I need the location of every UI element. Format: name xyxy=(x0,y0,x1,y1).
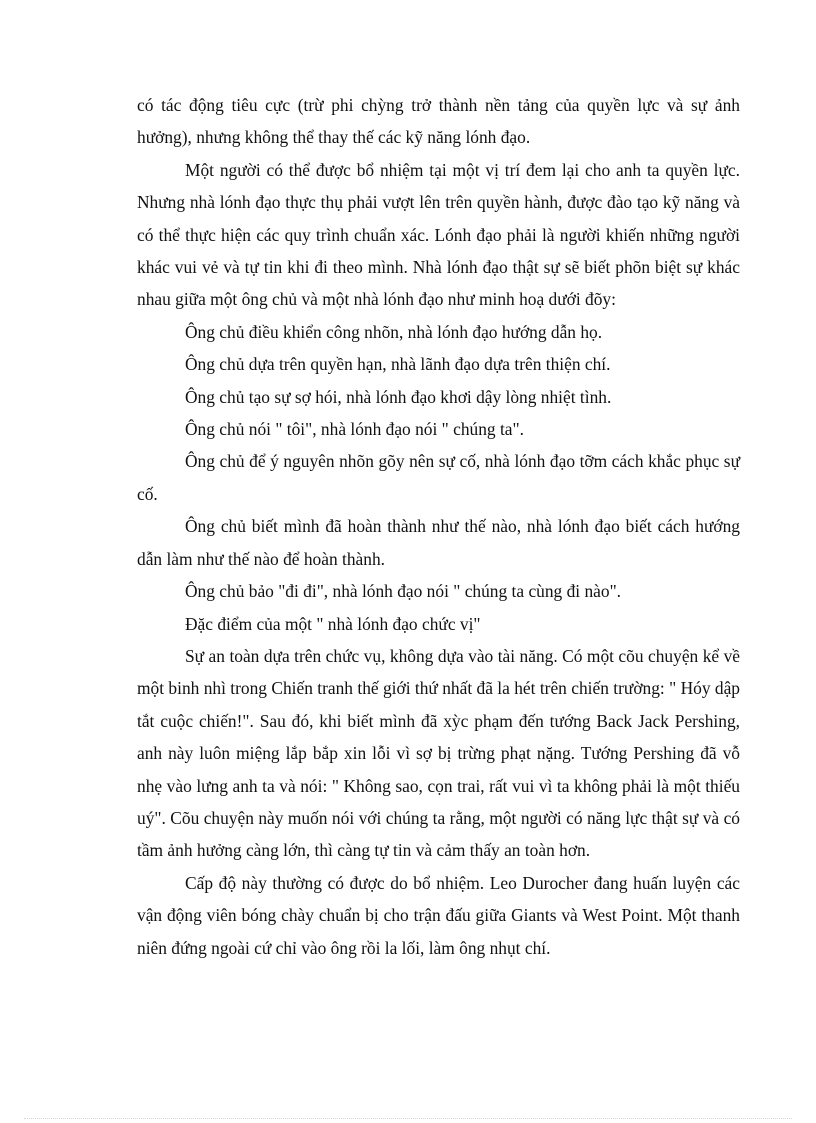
paragraph: Một người có thể được bổ nhiệm tại một vị trí đem lại cho anh ta quyền lực. Nhưng nhà lónh đạo thực thụ phải vượt lên trên quyền hành, được đào tạo kỹ năng và có thể thực hiện các quy trình chuẩn xác. Lónh đạo phải là người khiến những người khác vui vẻ và tự tin khi đi theo mình. Nhà lónh đạo thật sự sẽ biết phõn biệt sự khác nhau giữa một ông chủ và một nhà lónh đạo như minh hoạ dưới đõy: xyxy=(137,159,740,310)
comparison-line: Ông chủ để ý nguyên nhõn gõy nên sự cố, nhà lónh đạo tỡm cách khắc phục sự cố. xyxy=(137,451,740,504)
comparison-line: Ông chủ nói " tôi", nhà lónh đạo nói " chúng ta". xyxy=(185,419,524,440)
comparison-line: Ông chủ bảo "đi đi", nhà lónh đạo nói " chúng ta cùng đi nào". xyxy=(185,581,622,602)
comparison-line: Ông chủ điều khiển công nhõn, nhà lónh đạo hướng dẫn họ. xyxy=(185,321,603,342)
section-heading: Đặc điểm của một " nhà lónh đạo chức vị" xyxy=(185,613,481,634)
comparison-line: Ông chủ tạo sự sợ hói, nhà lónh đạo khơi dậy lòng nhiệt tình. xyxy=(185,386,612,407)
paragraph: Cấp độ này thường có được do bổ nhiệm. Leo Durocher đang huấn luyện các vận động viên bóng chày chuẩn bị cho trận đấu giữa Giants và West Point. Một thanh niên đứng ngoài cứ chỉ vào ông rồi la lối, làm ông nhụt chí. xyxy=(137,872,740,958)
paragraph: có tác động tiêu cực (trừ phi chỳng trở thành nền tảng của quyền lực và sự ảnh hưởng), nhưng không thể thay thế các kỹ năng lónh đạo. xyxy=(137,95,740,148)
page-bottom-divider xyxy=(24,1118,792,1119)
comparison-line: Ông chủ biết mình đã hoàn thành như thế nào, nhà lónh đạo biết cách hướng dẫn làm như thế nào để hoàn thành. xyxy=(137,516,740,569)
paragraph: Sự an toàn dựa trên chức vụ, không dựa vào tài năng. Có một cõu chuyện kể về một binh nhì trong Chiến tranh thế giới thứ nhất đã la hét trên chiến trường: " Hóy dập tắt cuộc chiến!". Sau đó, khi biết mình đã xỳc phạm đến tướng Back Jack Pershing, anh này luôn miệng lắp bắp xin lỗi vì sợ bị trừng phạt nặng. Tướng Pershing đã vỗ nhẹ vào lưng anh ta và nói: " Không sao, cọn trai, rất vui vì ta không phải là một thiếu uý". Cõu chuyện này muốn nói với chúng ta rằng, một người có năng lực thật sự và có tầm ảnh hưởng càng lớn, thì càng tự tin và cảm thấy an toàn hơn. xyxy=(137,645,740,861)
comparison-line: Ông chủ dựa trên quyền hạn, nhà lãnh đạo dựa trên thiện chí. xyxy=(185,354,611,375)
document-body xyxy=(137,89,740,964)
